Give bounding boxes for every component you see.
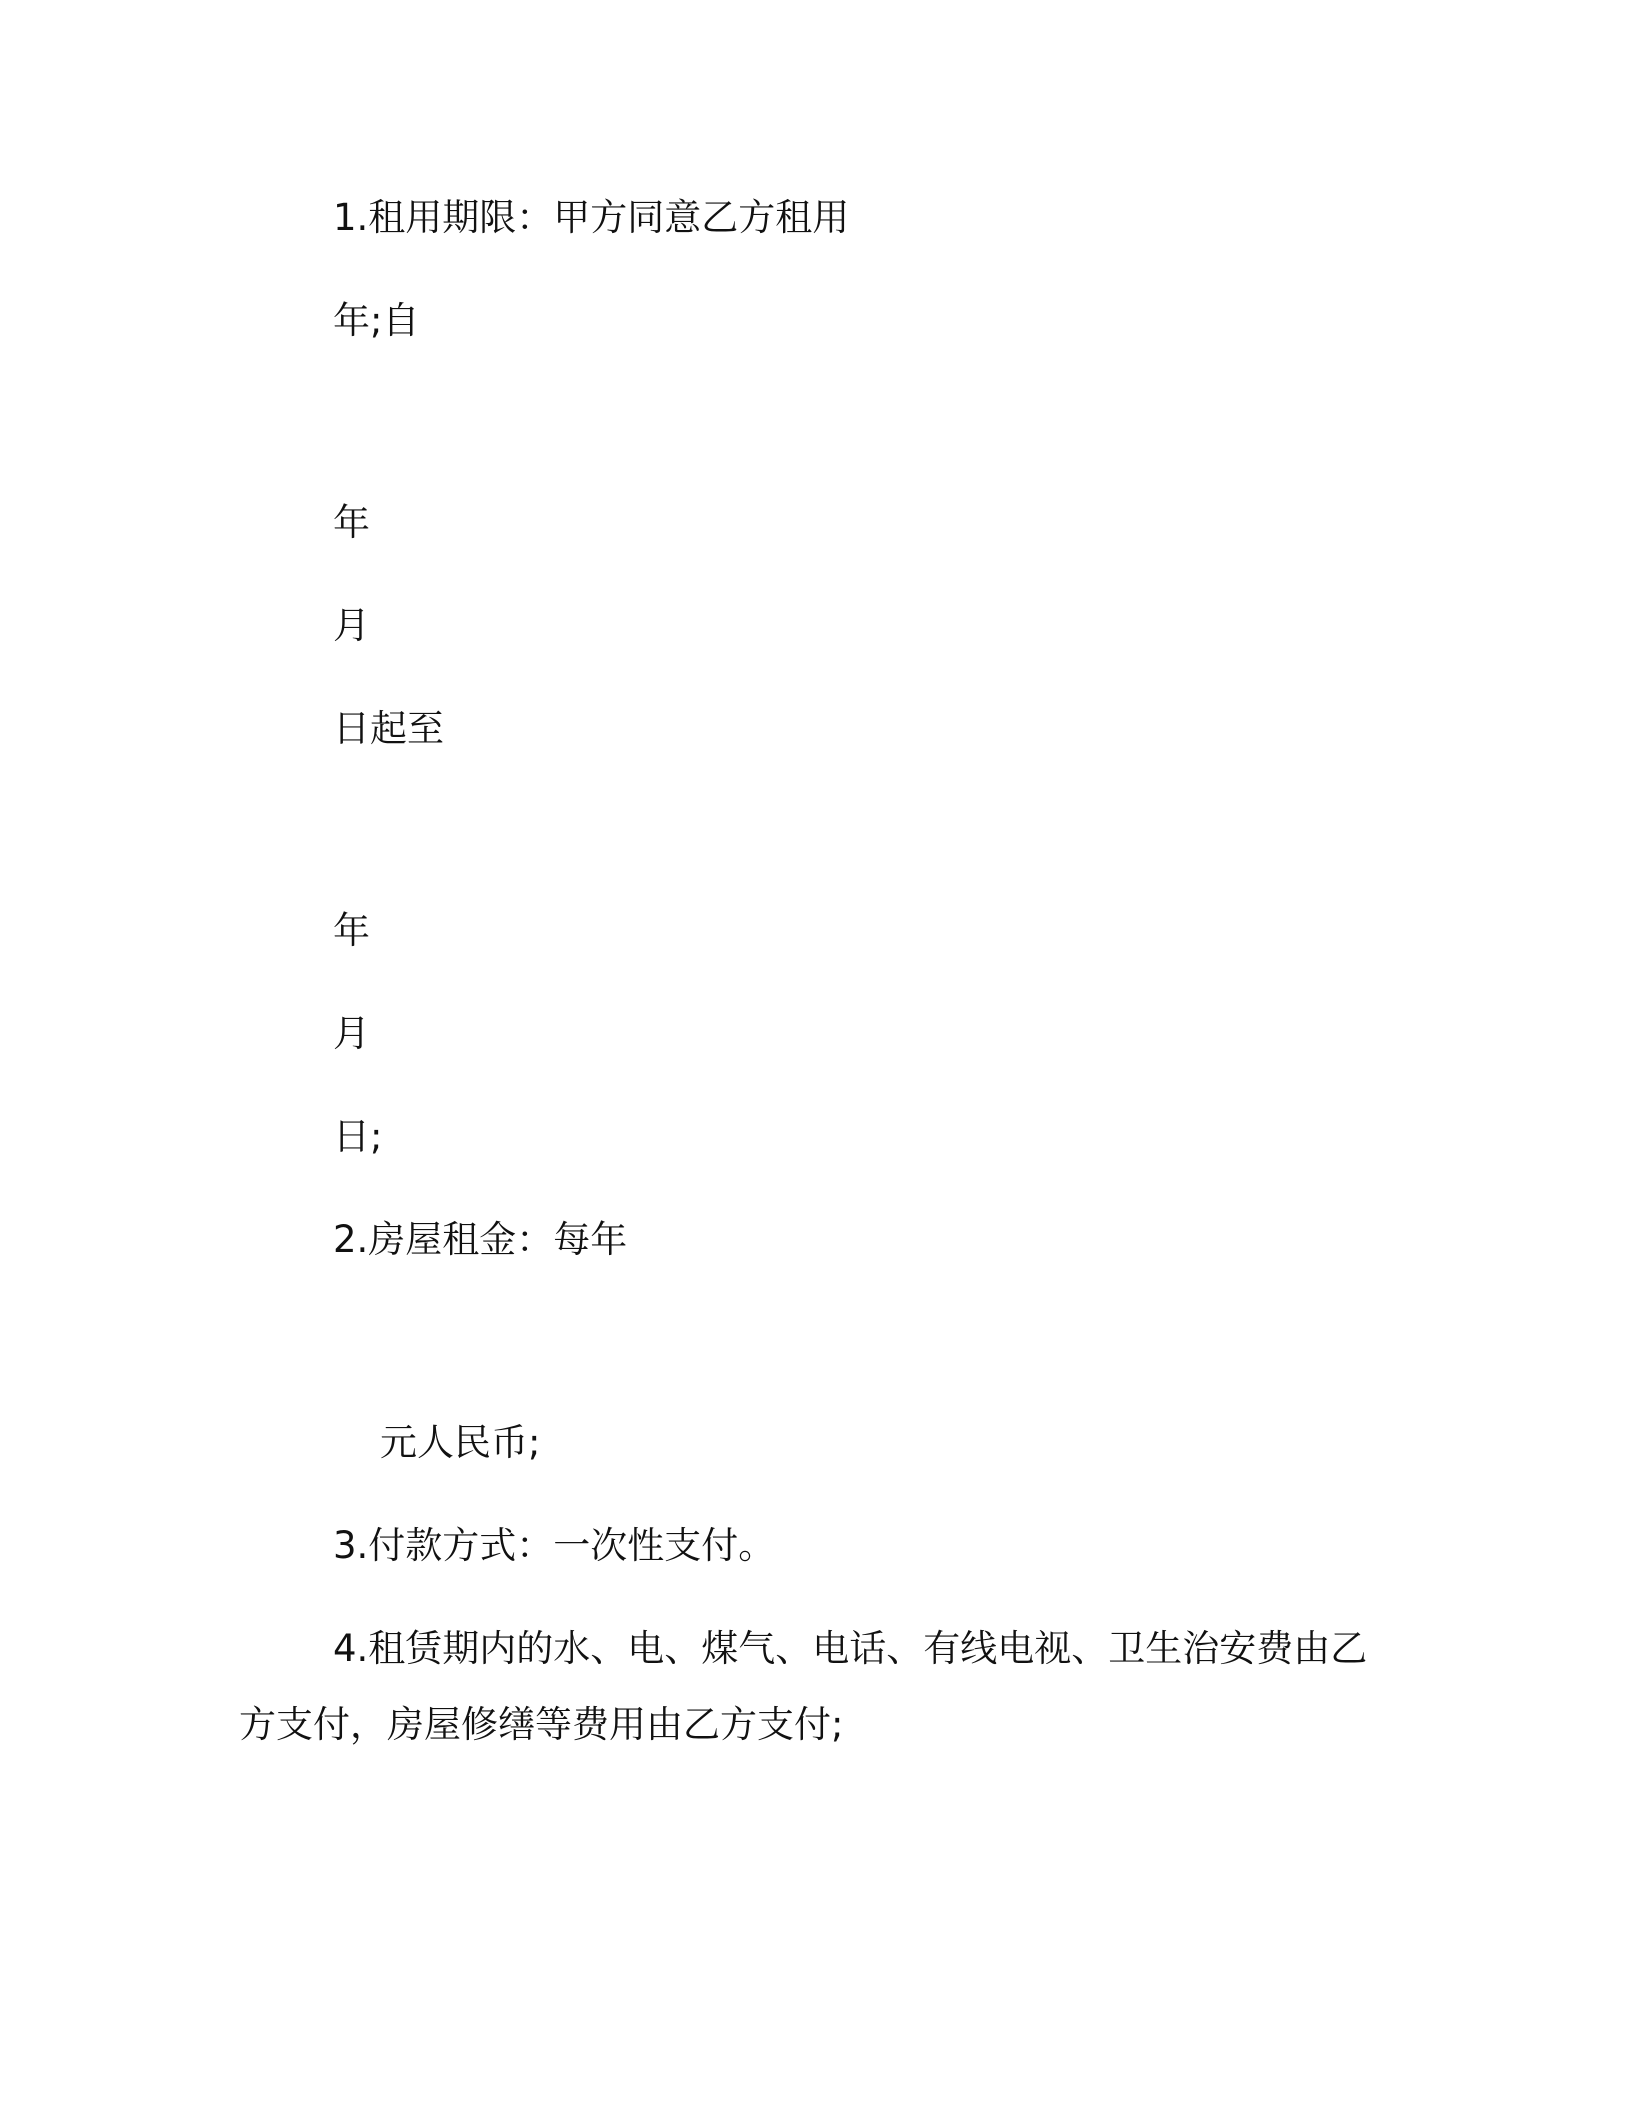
end-month-label: 月 (333, 1012, 370, 1055)
start-day-until-label: 日起至 (333, 707, 444, 750)
clause-3-payment-method: 3.付款方式：一次性支付。 (333, 1524, 776, 1567)
clause-1-years-from: 年;自 (333, 299, 420, 342)
end-day-label: 日; (333, 1115, 383, 1158)
rent-currency-label: 元人民币; (380, 1421, 541, 1464)
clause-2-rent: 2.房屋租金：每年 (333, 1218, 628, 1261)
clause-4-utilities-line-1: 4.租赁期内的水、电、煤气、电话、有线电视、卫生治安费由乙 (333, 1627, 1368, 1670)
end-year-label: 年 (333, 909, 370, 952)
clause-4-utilities-line-2: 方支付，房屋修缮等费用由乙方支付; (239, 1703, 844, 1746)
start-year-label: 年 (333, 501, 370, 544)
start-month-label: 月 (333, 604, 370, 647)
clause-1-lease-term: 1.租用期限：甲方同意乙方租用 (333, 196, 850, 239)
